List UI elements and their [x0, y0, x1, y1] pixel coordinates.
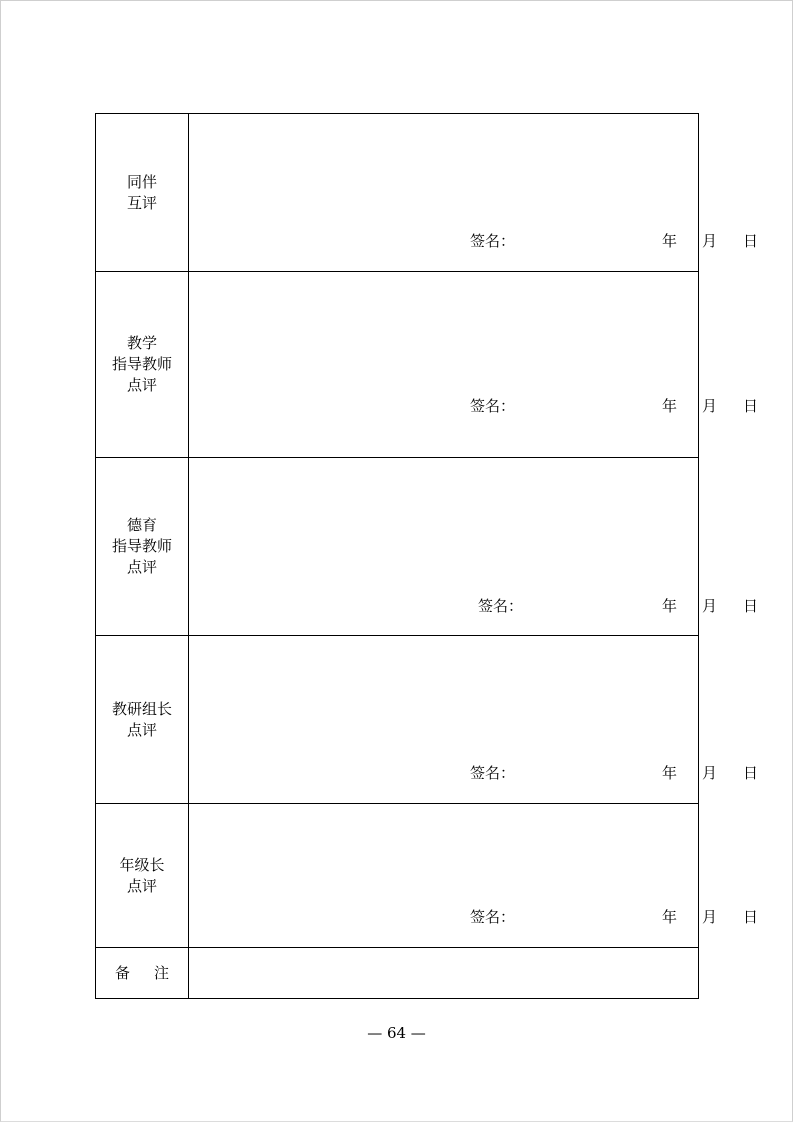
label-line: 指导教师 — [111, 355, 172, 373]
signature-label: 签名： — [470, 764, 516, 782]
section-row-moral-mentor — [96, 458, 699, 636]
date-year-label: 年 — [662, 397, 678, 415]
date-month-label: 月 — [702, 397, 718, 415]
section-row-grade-leader — [96, 804, 699, 948]
section-row-research-leader — [96, 636, 699, 804]
evaluation-form-table — [95, 113, 759, 999]
signature-label: 签名： — [478, 597, 524, 615]
comment-area-peer-review[interactable] — [189, 114, 759, 272]
remark-label-char: 注 — [154, 963, 170, 982]
label-line: 年级长 — [119, 855, 165, 874]
remark-label-char: 备 — [114, 963, 130, 982]
signature-label: 签名： — [470, 908, 516, 926]
date-day-label: 日 — [743, 764, 759, 782]
label-line: 点评 — [126, 720, 157, 739]
date-year-label: 年 — [662, 597, 678, 615]
label-line: 点评 — [126, 876, 157, 895]
date-day-label: 日 — [743, 232, 759, 250]
date-day-label: 日 — [743, 397, 759, 415]
remarks-content-area[interactable] — [189, 948, 699, 999]
date-month-label: 月 — [702, 908, 718, 926]
label-line: 德育 — [126, 516, 157, 534]
date-year-label: 年 — [662, 232, 678, 250]
comment-area-teaching-mentor[interactable] — [189, 272, 759, 458]
label-line: 指导教师 — [111, 537, 172, 555]
section-row-teaching-mentor — [96, 272, 699, 458]
signature-label: 签名： — [470, 397, 516, 415]
comment-area-moral-mentor[interactable] — [189, 458, 759, 636]
label-line: 教学 — [126, 334, 157, 352]
page-number: — 64 — — [367, 1024, 426, 1042]
comment-area-research-leader[interactable] — [189, 636, 759, 804]
label-line: 教研组长 — [111, 699, 172, 718]
date-day-label: 日 — [743, 597, 759, 615]
section-row-peer-review — [96, 114, 699, 272]
date-month-label: 月 — [702, 232, 718, 250]
section-label-teaching-mentor — [96, 272, 189, 458]
section-label-moral-mentor — [96, 458, 189, 636]
section-row-remarks — [96, 948, 699, 999]
date-month-label: 月 — [702, 764, 718, 782]
date-month-label: 月 — [702, 597, 718, 615]
label-line: 同伴 — [126, 172, 157, 191]
section-label-remarks — [96, 948, 189, 999]
comment-area-grade-leader[interactable] — [189, 804, 759, 948]
label-line: 点评 — [126, 376, 157, 394]
date-year-label: 年 — [662, 908, 678, 926]
section-label-grade-leader — [96, 804, 189, 948]
section-label-research-leader — [96, 636, 189, 804]
section-label-peer-review — [96, 114, 189, 272]
label-line: 互评 — [126, 193, 157, 212]
label-line: 点评 — [126, 558, 157, 576]
signature-label: 签名： — [470, 232, 516, 250]
date-year-label: 年 — [662, 764, 678, 782]
date-day-label: 日 — [743, 908, 759, 926]
